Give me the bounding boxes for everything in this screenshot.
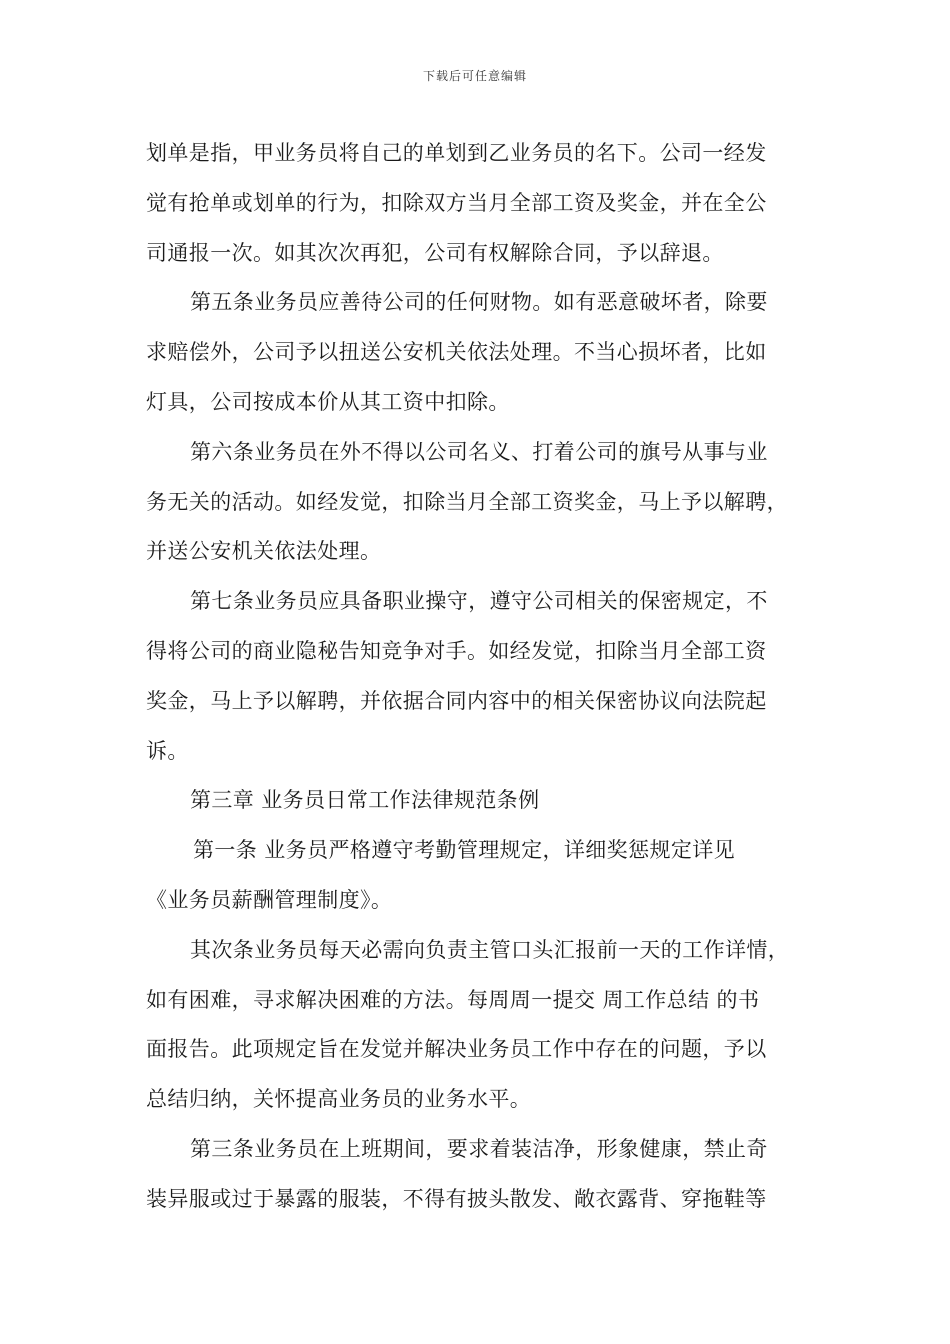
- article-5-start: 第五条业务员应善待公司的任何财物。如有恶意破坏者，除要: [190, 290, 768, 315]
- text-line: 务无关的活动。如经发觉，扣除当月全部工资奖金，马上予以解聘，: [146, 489, 788, 514]
- text-line: 求赔偿外，公司予以扭送公安机关依法处理。不当心损坏者，比如: [146, 340, 767, 365]
- chapter-heading: 第三章 业务员日常工作法律规范条例: [190, 788, 540, 813]
- text-line: 司通报一次。如其次次再犯，公司有权解除合同，予以辞退。: [146, 240, 724, 265]
- chapter3-article-2-start: 其次条业务员每天必需向负责主管口头汇报前一天的工作详情，: [190, 937, 790, 962]
- text-line: 划单是指，甲业务员将自己的单划到乙业务员的名下。公司一经发: [146, 141, 767, 165]
- text-line: 奖金，马上予以解聘，并依据合同内容中的相关保密协议向法院起: [146, 688, 767, 713]
- text-line: 面报告。此项规定旨在发觉并解决业务员工作中存在的问题，予以: [146, 1037, 767, 1062]
- chapter3-article-1-start: 第一条 业务员严格遵守考勤管理规定，详细奖惩规定详见: [193, 838, 736, 863]
- text-line: 装异服或过于暴露的服装，不得有披头散发、敞衣露背、穿拖鞋等: [146, 1186, 767, 1211]
- article-7-start: 第七条业务员应具备职业操守，遵守公司相关的保密规定，不: [190, 589, 768, 614]
- text-line: 并送公安机关依法处理。: [146, 539, 382, 564]
- text-line: 诉。: [146, 738, 189, 763]
- text-line: 《业务员薪酬管理制度》。: [146, 887, 393, 912]
- page-header: 下载后可任意编辑: [422, 69, 527, 83]
- text-line: 觉有抢单或划单的行为，扣除双方当月全部工资及奖金，并在全公: [146, 190, 767, 215]
- text-line: 总结归纳，关怀提高业务员的业务水平。: [146, 1087, 532, 1112]
- chapter3-article-3-start: 第三条业务员在上班期间，要求着装洁净，形象健康，禁止奇: [190, 1136, 768, 1161]
- text-line: 得将公司的商业隐秘告知竞争对手。如经发觉，扣除当月全部工资: [146, 638, 767, 663]
- article-6-start: 第六条业务员在外不得以公司名义、打着公司的旗号从事与业: [190, 439, 768, 464]
- text-line: 灯具，公司按成本价从其工资中扣除。: [146, 389, 510, 414]
- document-body: [146, 129, 816, 1225]
- text-line: 如有困难，寻求解决困难的方法。每周周一提交 周工作总结 的书: [146, 987, 760, 1012]
